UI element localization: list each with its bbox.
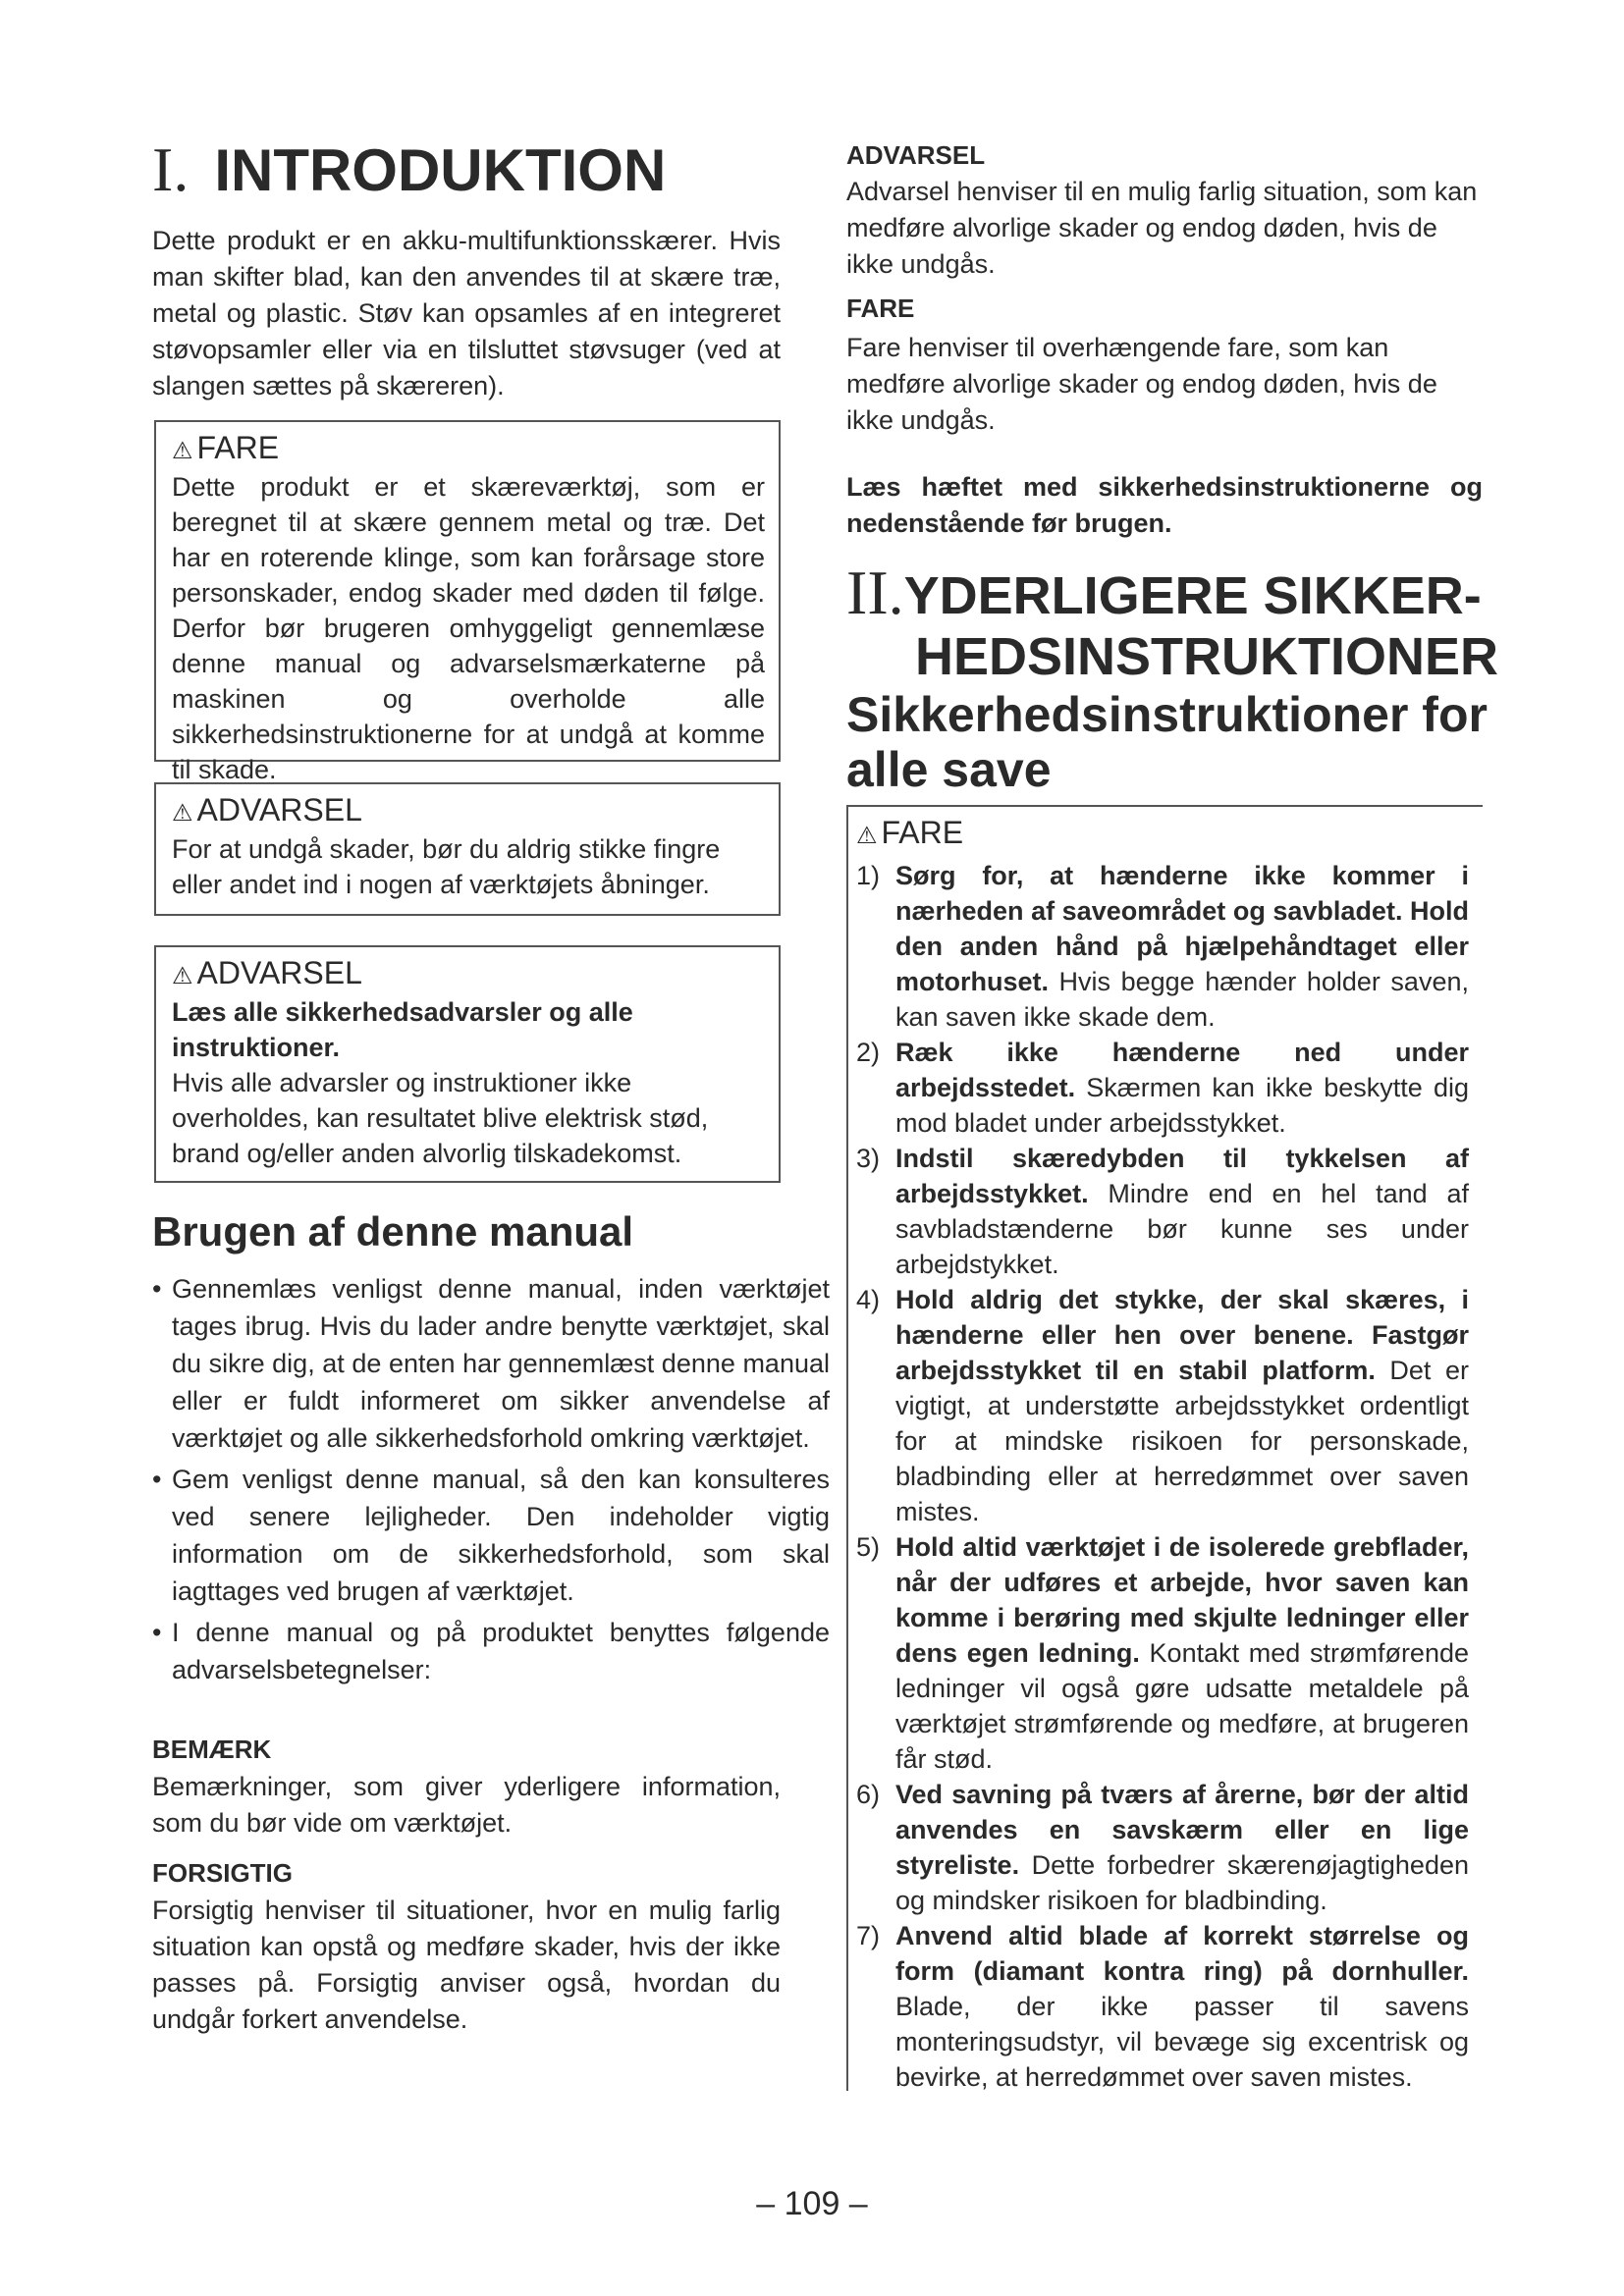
list-item-bold-text: Hold aldrig det stykke, der skal skæres, i hænderne eller hen over benene. Fastgør arbejdsstykket til en stabil platform. (895, 1285, 1469, 1385)
chapter-heading-introduktion (152, 135, 666, 205)
chapter-number: I. (152, 134, 189, 204)
advarsel-box-title: ADVARSEL (196, 955, 362, 990)
list-item-text: Det er vigtigt, at understøtte arbejdsstykket ordentligt for at mindske risikoen for personskade, bladbinding eller at herredømmet over saven mistes. (895, 1356, 1469, 1526)
term-advarsel-heading: ADVARSEL (846, 140, 986, 170)
list-item (856, 1035, 1483, 1141)
list-item-number: 2) (856, 1038, 881, 1067)
chapter-title-line1: YDERLIGERE SIKKER- (903, 566, 1482, 625)
list-item: • Gennemlæs venligst denne manual, inden værktøjet tages ibrug. Hvis du lader andre benytte værktøjet, skal du sikre dig, at de enten har gennemlæst denne manual eller er fuldt informeret om sikker anvendelse af værktøjet og alle sikkerhedsforhold omkring værktøjet. (152, 1270, 830, 1457)
saw-safety-box (846, 805, 1483, 2091)
section-title-manual: Brugen af denne manual (152, 1208, 634, 1255)
list-item (856, 1282, 1483, 1529)
chapter-heading-sikkerhed (846, 558, 1534, 687)
warning-triangle-icon: ⚠ (856, 823, 878, 849)
term-fare-text: Fare henviser til overhængende fare, som kan medføre alvorlige skader og endog døden, hvis de ikke undgås. (846, 333, 1437, 435)
list-item-number: 5) (856, 1532, 881, 1562)
list-item-text: Hvis begge hænder holder saven, kan saven ikke skade dem. (895, 967, 1469, 1032)
term-fare-heading: FARE (846, 294, 915, 323)
chapter-title-line2: HEDSINSTRUKTIONER (915, 627, 1499, 686)
term-forsigtig-heading: FORSIGTIG (152, 1858, 293, 1888)
list-item-text: Skærmen kan ikke beskytte dig mod bladet under arbejdsstykket. (895, 1073, 1469, 1138)
list-item (856, 1918, 1483, 2095)
saw-box-title: FARE (881, 815, 964, 850)
fare-box-text: Dette produkt er et skæreværktøj, som er beregnet til at skære gennem metal og træ. Det har en roterende klinge, som kan forårsage store personskader, endog skader med døden til følge. Derfor bør brugeren omhyggeligt gennemlæse denne manual og advarselsmærkaterne på maskinen og overholde alle sikkerhedsinstruktionerne for at undgå at komme til skade. (172, 472, 765, 784)
term-forsigtig-text: Forsigtig henviser til situationer, hvor en mulig farlig situation kan opstå og medføre skader, hvis der ikke passes på. Forsigtig anviser også, hvordan du undgår forkert anvendelse. (152, 1896, 781, 2034)
list-item-number: 4) (856, 1285, 881, 1314)
manual-bullet-list (152, 1270, 830, 1692)
list-item-bold-text: Anvend altid blade af korrekt størrelse og form (diamant kontra ring) på dornhuller. (895, 1921, 1469, 1986)
advarsel-box-fingers (154, 782, 781, 916)
list-item-number: 1) (856, 861, 881, 890)
list-item-text: Mindre end en hel tand af savbladstænderne bør kunne ses under arbejdstykket. (895, 1179, 1469, 1279)
list-item-text: Dette forbedrer skærenøjagtigheden og mindsker risikoen for bladbinding. (895, 1850, 1469, 1915)
term-advarsel-text: Advarsel henviser til en mulig farlig situation, som kan medføre alvorlige skader og endog døden, hvis de ikke undgås. (846, 177, 1478, 279)
intro-paragraph: Dette produkt er en akku-multifunktionsskærer. Hvis man skifter blad, kan den anvendes til at skære træ, metal og plastic. Støv kan opsamles af en integreret støvopsamler eller via en tilsluttet støvsuger (ved at slangen sættes på skæreren). (152, 226, 781, 400)
list-item (856, 1529, 1483, 1777)
list-item-text: Kontakt med strømførende ledninger vil også gøre udsatte metaldele på værktøjet strømførende og medføre, at brugeren får stød. (895, 1638, 1469, 1774)
list-item-bold-text: Ved savning på tværs af årerne, bør der altid anvendes en savskærm eller en lige styreliste. (895, 1780, 1469, 1880)
fare-box (154, 420, 781, 784)
list-item (856, 858, 1483, 1035)
list-item-bold-text: Indstil skæredybden til tykkelsen af arbejdsstykket. (895, 1144, 1469, 1208)
warning-triangle-icon: ⚠ (172, 800, 193, 827)
advarsel-box-text: For at undgå skader, bør du aldrig stikke fingre eller andet ind i nogen af værktøjets åbninger. (172, 834, 721, 899)
advarsel-box-title: ADVARSEL (196, 792, 362, 828)
section-subtitle-save: Sikkerhedsinstruktioner for alle save (846, 687, 1488, 797)
term-bemaerk-text: Bemærkninger, som giver yderligere information, som du bør vide om værktøjet. (152, 1772, 781, 1838)
list-item (856, 1777, 1483, 1918)
list-item-bold-text: Hold altid værktøjet i de isolerede grebflader, når der udføres et arbejde, hvor saven kan komme i berøring med skjulte ledninger eller dens egen ledning. (895, 1532, 1469, 1668)
page-number: – 109 – (756, 2185, 868, 2222)
warning-triangle-icon: ⚠ (172, 963, 193, 989)
list-item-number: 6) (856, 1780, 881, 1809)
list-item-number: 3) (856, 1144, 881, 1173)
saw-safety-list (856, 858, 1483, 2095)
chapter-title: INTRODUKTION (214, 137, 667, 203)
fare-box-title: FARE (196, 430, 280, 465)
list-item-bold-text: Ræk ikke hænderne ned under arbejdsstedet. (895, 1038, 1469, 1102)
chapter-number: II. (846, 558, 904, 627)
list-item: • I denne manual og på produktet benyttes følgende advarselsbetegnelser: (152, 1614, 830, 1688)
list-item-text: Blade, der ikke passer til savens monteringsudstyr, vil bevæge sig excentrisk og bevirke, at herredømmet over saven mistes. (895, 1992, 1469, 2092)
list-item-bold-text: Sørg for, at hænderne ikke kommer i nærheden af saveområdet og savbladet. Hold den anden hånd på hjælpehåndtaget eller motorhuset. (895, 861, 1469, 996)
term-bemaerk-heading: BEMÆRK (152, 1735, 272, 1764)
advarsel-box-instructions (154, 945, 781, 1183)
advarsel-box-text: Hvis alle advarsler og instruktioner ikke overholdes, kan resultatet blive elektrisk stød, brand og/eller anden alvorlig tilskadekomst. (172, 1068, 709, 1168)
advarsel-box-bold-text: Læs alle sikkerhedsadvarsler og alle instruktioner. (172, 997, 633, 1062)
warning-triangle-icon: ⚠ (172, 438, 193, 464)
list-item: • Gem venligst denne manual, så den kan konsulteres ved senere lejligheder. Den indeholder vigtig information om de sikkerhedsforhold, som skal iagttages ved brugen af værktøjet. (152, 1461, 830, 1610)
list-item-number: 7) (856, 1921, 881, 1950)
list-item (856, 1141, 1483, 1282)
read-notice: Læs hæftet med sikkerhedsinstruktionerne og nedenstående før brugen. (846, 472, 1483, 538)
